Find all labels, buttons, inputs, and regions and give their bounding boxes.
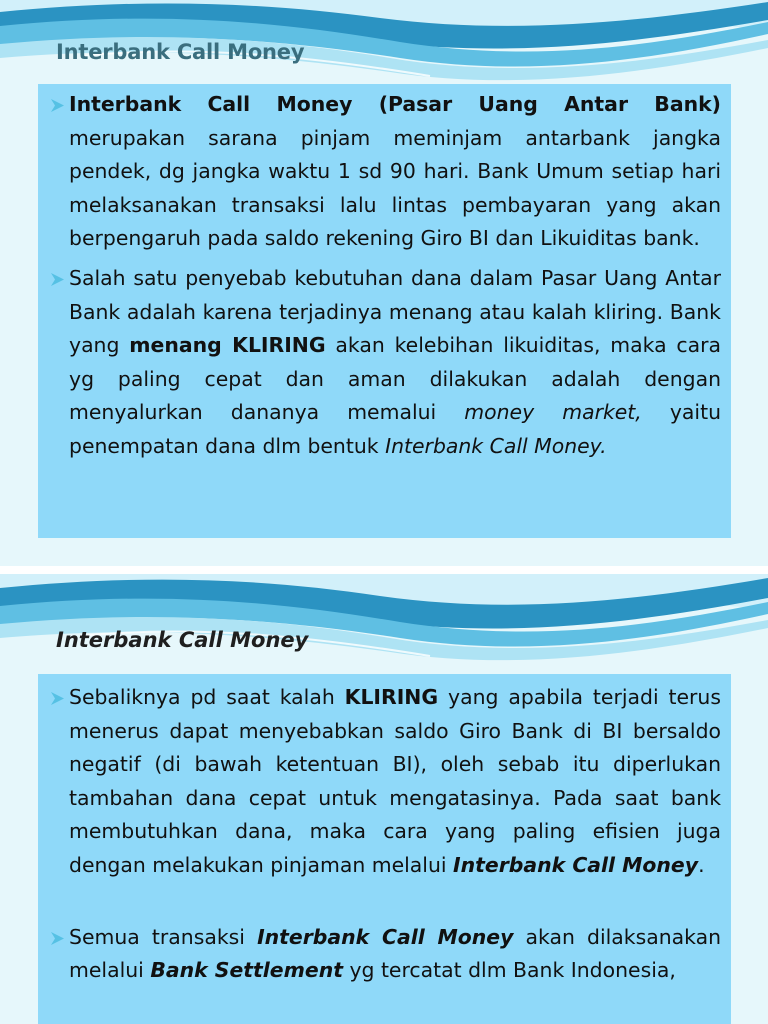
slide-1-title: Interbank Call Money [56,40,305,64]
slide-1-bullet-2 [50,262,721,464]
body-text: Sebaliknya pd saat kalah [69,685,345,709]
body-text: akan kelebihan likuiditas, maka cara yg paling cepat dan aman dilakukan adalah dengan menyalurkan dananya memalui [69,333,722,425]
body-text: akan dilaksanakan melalui [69,924,722,983]
bold-italic-text: Interbank Call Money [453,852,699,877]
arrow-right-bullet-icon [50,98,65,113]
bold-text: KLIRING [344,685,439,709]
arrow-right-bullet-icon [50,272,65,287]
italic-text: money market, [464,400,642,425]
slide-1-bullet-1 [50,88,721,256]
body-text: yaitu penempatan dana dlm bentuk [69,400,721,458]
slide-2-bullet-2 [50,921,721,988]
body-text: merupakan sarana pinjam meminjam antarbank jangka pendek, dg jangka waktu 1 sd 90 hari. Bank Umum setiap hari melaksanakan transaksi lalu lintas pembayaran yang akan berpengaruh pada saldo rekening Giro BI dan Likuiditas bank. [69,125,721,251]
bold-italic-text: Interbank Call Money [257,924,514,949]
body-text: yang apabila terjadi terus menerus dapat menyebabkan saldo Giro Bank di BI bersaldo negatif (di bawah ketentuan BI), oleh sebab itu diperlukan tambahan dana cepat untuk mengatasinya. Pada saat bank membutuhkan dana, maka cara yang paling efisien juga dengan melakukan pinjaman melalui [69,685,721,877]
slide-2 [0,574,768,1024]
italic-text: Interbank Call Money. [385,433,607,458]
slide-2-title: Interbank Call Money [56,628,309,652]
arrow-right-bullet-icon [50,931,65,946]
body-text: Salah satu penyebab kebutuhan dana dalam Pasar Uang Antar Bank adalah karena terjadinya menang atau kalah kliring. Bank yang [69,265,721,358]
body-text: . [698,852,705,877]
body-text: Semua transaksi [69,924,258,949]
arrow-right-bullet-icon [50,691,65,706]
body-text: yg tercatat dlm Bank Indonesia, [342,958,676,983]
bold-italic-text: Bank Settlement [150,958,343,983]
slide-2-content-box [38,674,731,1024]
bold-text: menang KLIRING [129,333,326,358]
slide-2-bullet-1 [50,681,721,883]
slide-1-content-box [38,84,731,538]
bold-text: Interbank Call Money (Pasar Uang Antar Bank) [69,92,721,116]
